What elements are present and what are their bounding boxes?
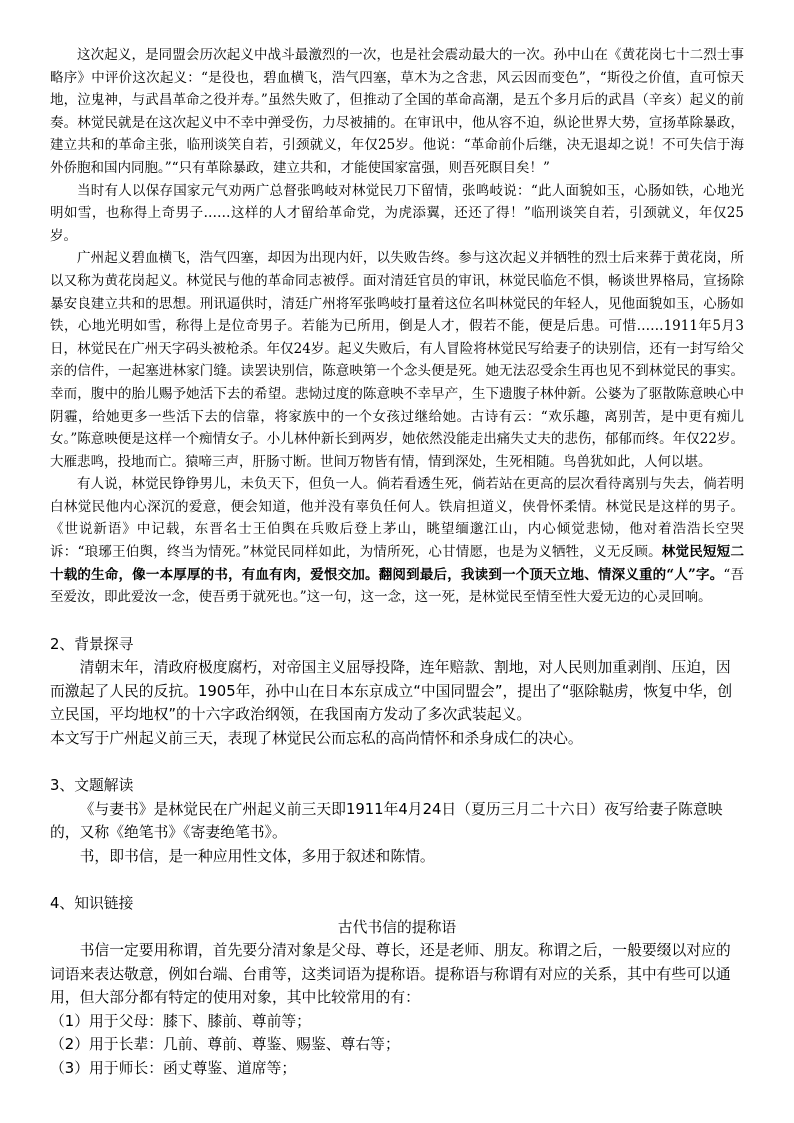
title-interp-section [50, 774, 744, 868]
knowledge-item-3: （3）用于师长：函丈尊鉴、道席等； [50, 1059, 297, 1077]
document-page [50, 44, 744, 1080]
background-section [50, 633, 744, 751]
knowledge-paragraph-1: 书信一定要用称谓，首先要分清对象是父母、尊长，还是老师、朋友。称谓之后，一般要缀以对应的词语来表达敬意，例如台端、台甫等，这类词语为提称语。提称语与称谓有对应的关系，其中有些可以通用，但大部分都有特定的使用对象，其中比较常用的有： [50, 942, 731, 1007]
title-interp-paragraph-2: 书，即书信，是一种应用性文体，多用于叙述和陈情。 [79, 847, 435, 865]
knowledge-section [50, 892, 744, 1080]
background-title: 2、背景探寻 [50, 635, 134, 653]
knowledge-item-2: （2）用于长辈：几前、尊前、尊鉴、赐鉴、尊右等； [50, 1036, 400, 1054]
intro-paragraph-4-bold: 林觉民短短二十载的生命，像一本厚厚的书，有血有肉，爱恨交加。翻阅到最后，我读到一个顶天立地、情深义重的“人”字。 [50, 544, 744, 583]
intro-paragraph-4 [50, 473, 744, 609]
intro-paragraph-3: 广州起义碧血横飞，浩气四塞，却因为出现内奸，以失败告终。参与这次起义并牺牲的烈士后来葬于黄花岗，所以又称为黄花岗起义。林觉民与他的革命同志被俘。面对清廷官员的审讯，林觉民临危不惧，畅谈世界格局，宣扬除暴安良建立共和的思想。刑讯逼供时，清廷广州将军张鸣岐打量着这位名叫林觉民的年轻人，见他面貌如玉，心肠如铁，心地光明如雪，称得上是位奇男子。若能为已所用，倒是人才，假若不能，便是后患。可惜……1911年5月3日，林觉民在广州天字码头被枪杀。年仅24岁。起义失败后，有人冒险将林觉民写给妻子的诀别信，还有一封写给父亲的信件，一起塞进林家门缝。读罢诀别信，陈意映第一个念头便是死。她无法忍受余生再也见不到林觉民的事实。幸而，腹中的胎儿赐予她活下去的希望。悲恸过度的陈意映不幸早产，生下遗腹子林仲新。公婆为了驱散陈意映心中阴霾，给她更多一些活下去的信靠，将家族中的一个女孩过继给她。古诗有云：“欢乐趣，离别苦，是中更有痴儿女。”陈意映便是这样一个痴情女子。小儿林仲新长到两岁，她依然没能走出痛失丈夫的悲伤，郁郁而终。年仅22岁。大雁悲鸣，投地而亡。猿啼三声，肝肠寸断。世间万物皆有情，情到深处，生死相随。鸟兽犹如此，人何以堪。 [50, 250, 744, 470]
background-paragraph-2: 本文写于广州起义前三天，表现了林觉民公而忘私的高尚情怀和杀身成仁的决心。 [50, 729, 583, 747]
intro-paragraph-1: 这次起义，是同盟会历次起义中战斗最激烈的一次，也是社会震动最大的一次。孙中山在《黄花岗七十二烈士事略序》中评价这次起义：“是役也，碧血横飞，浩气四塞，草木为之含悲，风云因而变色”，“斯役之价值，直可惊天地，泣鬼神，与武昌革命之役并寿。”虽然失败了，但推动了全国的革命高潮，是五个多月后的武昌（辛亥）起义的前奏。林觉民就是在这次起义中不幸中弹受伤，力尽被捕的。在审讯中，他从容不迫，纵论世界大势，宣扬革除暴政，建立共和的革命主张，临刑谈笑自若，引颈就义，年仅25岁。他说：“革命前仆后继，决无退却之说！不可失信于海外侨胞和国内同胞。”“只有革除暴政，建立共和，才能使国家富强，则吾死瞑目矣！” [50, 47, 744, 176]
knowledge-title: 4、知识链接 [50, 895, 134, 913]
title-interp-paragraph-1: 《与妻书》是林觉民在广州起义前三天即1911年4月24日（夏历三月二十六日）夜写给妻子陈意映的，又称《绝笔书》《寄妻绝笔书》。 [50, 800, 723, 842]
knowledge-subtitle: 古代书信的提称语 [337, 918, 457, 936]
knowledge-item-1: （1）用于父母：膝下、膝前、尊前等； [50, 1012, 311, 1030]
intro-paragraph-2: 当时有人以保存国家元气劝两广总督张鸣岐对林觉民刀下留情，张鸣岐说：“此人面貌如玉，心肠如铁，心地光明如雪，也称得上奇男子……这样的人才留给革命党，为虎添翼，还还了得！”临刑谈笑自若，引颈就义，年仅25岁。 [50, 182, 744, 244]
intro-section [50, 44, 744, 609]
intro-paragraph-4-start: 有人说，林觉民铮铮男儿，未负天下，但负一人。倘若看透生死，倘若站在更高的层次看待离别与失去，倘若明白林觉民他内心深沉的爱意，便会知道，他并没有辜负任何人。铁肩担道义，侠骨怀柔情。林觉民是这样的男子。《世说新语》中记载，东晋名士王伯舆在兵败后登上茅山，眺望缅邈江山，内心倾觉悲恸，他对着浩浩长空哭诉：“琅琊王伯舆，终当为情死。”林觉民同样如此，为情所死，心甘情愿，也是为义牺牲，义无反顾。 [50, 476, 744, 561]
intro-paragraph-4-end: “吾至爱汝，即此爱汝一念，使吾勇于就死也。”这一句，这一念，这一死，是林觉民至情至性大爱无边的心灵回响。 [50, 566, 745, 606]
title-interp-title: 3、文题解读 [50, 777, 134, 795]
background-paragraph-1: 清朝末年，清政府极度腐朽，对帝国主义屈辱投降，连年赔款、割地，对人民则加重剥削、压迫，因而激起了人民的反抗。1905年，孙中山在日本东京成立“中国同盟会”，提出了“驱除鞑虏，恢复中华，创立民国，平均地权”的十六字政治纲领，在我国南方发动了多次武装起义。 [50, 659, 733, 724]
